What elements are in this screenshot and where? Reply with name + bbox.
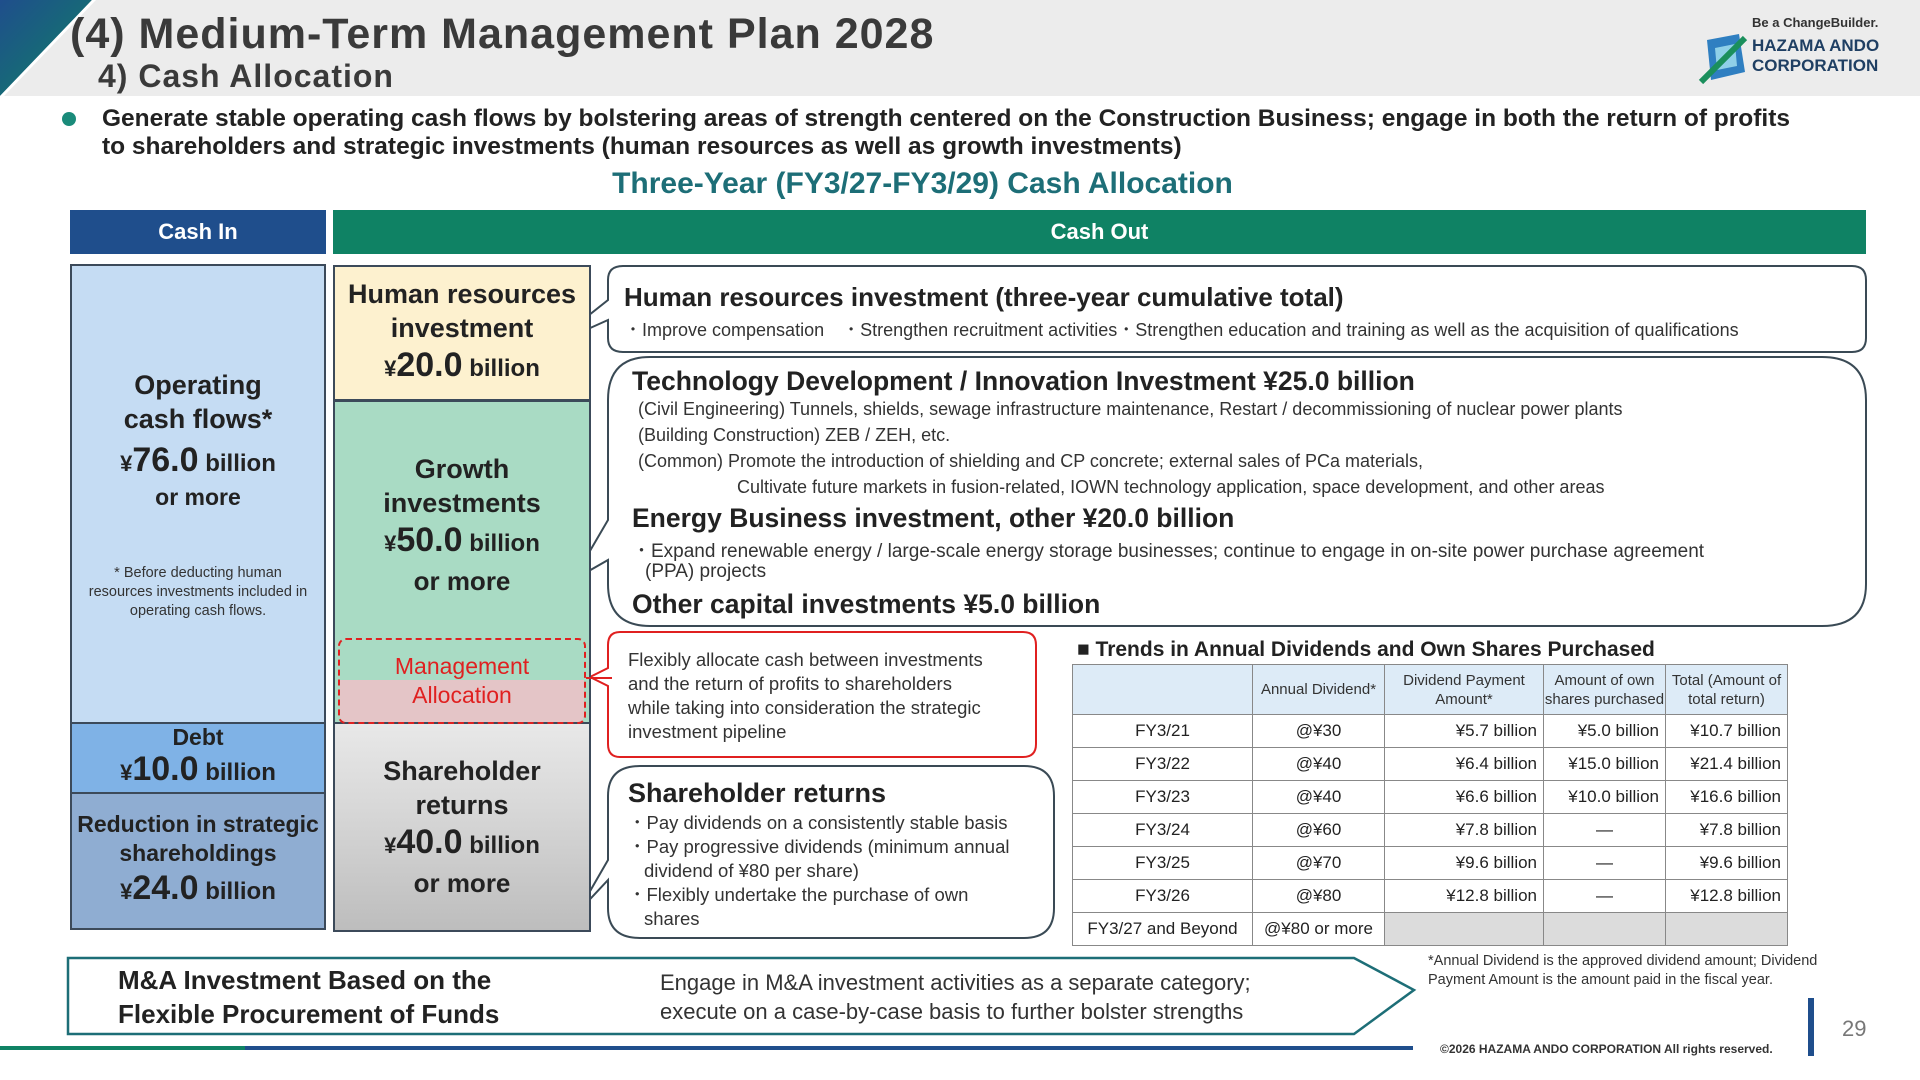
table-cell: ¥6.4 billion bbox=[1385, 748, 1544, 781]
table-cell: ¥7.8 billion bbox=[1666, 814, 1788, 847]
reduction-label-line2: shareholdings bbox=[119, 840, 277, 866]
cash-in-operating-box bbox=[70, 264, 326, 724]
table-row bbox=[1073, 880, 1788, 913]
table-row bbox=[1073, 748, 1788, 781]
cash-in-debt-box bbox=[70, 722, 326, 794]
table-cell: ¥12.8 billion bbox=[1666, 880, 1788, 913]
table-cell: FY3/21 bbox=[1073, 715, 1253, 748]
table-header-cell: Total (Amount of total return) bbox=[1666, 665, 1788, 715]
shareholder-label-line2: returns bbox=[415, 790, 509, 820]
table-row bbox=[1073, 715, 1788, 748]
logo-name-line2: CORPORATION bbox=[1752, 56, 1879, 75]
tech-line-common: (Common) Promote the introduction of shielding and CP concrete; external sales of PCa materials, bbox=[638, 451, 1424, 471]
table-cell: @¥30 bbox=[1253, 715, 1385, 748]
table-cell: @¥80 bbox=[1253, 880, 1385, 913]
operating-amount: ¥76.0 billion bbox=[120, 440, 276, 479]
shareholder-line-3: dividend of ¥80 per share) bbox=[644, 860, 859, 881]
cash-out-shareholder-box bbox=[333, 722, 591, 932]
table-cell: ¥9.6 billion bbox=[1385, 847, 1544, 880]
shareholder-label-line1: Shareholder bbox=[383, 756, 541, 786]
flexible-line-1: Flexibly allocate cash between investments bbox=[628, 649, 983, 670]
page-subtitle: 4) Cash Allocation bbox=[98, 58, 394, 94]
hr-callout-text: ・Improve compensation ・Strengthen recruitment activities・Strengthen education and training as well as the acquisition of qualifications bbox=[624, 320, 1739, 340]
table-cell: @¥40 bbox=[1253, 748, 1385, 781]
table-cell: ¥6.6 billion bbox=[1385, 781, 1544, 814]
cash-in-header: Cash In bbox=[70, 210, 326, 254]
ma-description bbox=[660, 968, 1251, 1026]
debt-amount: ¥10.0 billion bbox=[120, 750, 276, 788]
flexible-line-2: and the return of profits to shareholders bbox=[628, 673, 952, 694]
footer-line-green bbox=[0, 1046, 245, 1050]
section-title: Three-Year (FY3/27-FY3/29) Cash Allocation bbox=[612, 167, 1233, 200]
trends-title: ■ Trends in Annual Dividends and Own Shares Purchased bbox=[1077, 638, 1655, 661]
table-cell: FY3/22 bbox=[1073, 748, 1253, 781]
shareholder-line-1: ・Pay dividends on a consistently stable basis bbox=[628, 812, 1008, 833]
growth-suffix: or more bbox=[413, 566, 511, 596]
table-row bbox=[1073, 913, 1788, 946]
shareholder-line-4: ・Flexibly undertake the purchase of own bbox=[628, 884, 969, 905]
management-connector-line bbox=[586, 677, 612, 679]
table-row bbox=[1073, 814, 1788, 847]
ma-title-line1: M&A Investment Based on the bbox=[118, 965, 492, 995]
table-cell: — bbox=[1544, 880, 1666, 913]
reduction-amount: ¥24.0 billion bbox=[120, 869, 276, 907]
shareholder-amount: ¥40.0 billion bbox=[384, 823, 540, 861]
page-title: (4) Medium-Term Management Plan 2028 bbox=[70, 10, 935, 58]
reduction-label-line1: Reduction in strategic bbox=[77, 811, 319, 837]
table-cell: ¥12.8 billion bbox=[1385, 880, 1544, 913]
table-cell: @¥70 bbox=[1253, 847, 1385, 880]
hr-callout-title: Human resources investment (three-year cumulative total) bbox=[624, 282, 1344, 312]
debt-label: Debt bbox=[172, 724, 224, 750]
flexible-callout-text bbox=[628, 648, 983, 744]
table-cell: FY3/25 bbox=[1073, 847, 1253, 880]
shareholder-callout-list bbox=[628, 811, 1009, 931]
other-capital-title: Other capital investments ¥5.0 billion bbox=[632, 589, 1101, 619]
table-cell: @¥60 bbox=[1253, 814, 1385, 847]
energy-investment-title: Energy Business investment, other ¥20.0 billion bbox=[632, 503, 1235, 533]
energy-line-1: ・Expand renewable energy / large-scale energy storage businesses; continue to engage in on-site power purchase agreement bbox=[632, 541, 1705, 562]
table-cell: ¥15.0 billion bbox=[1544, 748, 1666, 781]
logo-name-line1: HAZAMA ANDO bbox=[1752, 36, 1880, 55]
table-cell: FY3/27 and Beyond bbox=[1073, 913, 1253, 946]
table-cell: ¥16.6 billion bbox=[1666, 781, 1788, 814]
table-header-row bbox=[1073, 665, 1788, 715]
table-cell: FY3/23 bbox=[1073, 781, 1253, 814]
tech-line-future: Cultivate future markets in fusion-related, IOWN technology application, space development, and other areas bbox=[737, 477, 1605, 497]
hr-amount: ¥20.0 billion bbox=[384, 346, 540, 384]
operating-label-line1: Operating bbox=[134, 369, 262, 400]
cash-out-header: Cash Out bbox=[333, 210, 1866, 254]
table-cell: ¥5.7 billion bbox=[1385, 715, 1544, 748]
table-footnote: *Annual Dividend is the approved dividend amount; Dividend Payment Amount is the amount paid in the fiscal year. bbox=[1428, 953, 1818, 988]
page-number: 29 bbox=[1842, 1016, 1867, 1041]
management-allocation-label bbox=[338, 652, 586, 710]
shareholder-callout-title: Shareholder returns bbox=[628, 778, 887, 808]
trends-table bbox=[1072, 664, 1788, 946]
table-cell: FY3/26 bbox=[1073, 880, 1253, 913]
growth-label-line1: Growth bbox=[414, 454, 510, 484]
table-cell: ¥10.0 billion bbox=[1544, 781, 1666, 814]
table-row bbox=[1073, 847, 1788, 880]
table-cell: ¥9.6 billion bbox=[1666, 847, 1788, 880]
table-header-cell: Annual Dividend* bbox=[1253, 665, 1385, 715]
page-number-bar bbox=[1808, 998, 1814, 1056]
management-allocation-line2: Allocation bbox=[412, 682, 512, 708]
table-cell bbox=[1544, 913, 1666, 946]
tech-line-civil: (Civil Engineering) Tunnels, shields, sewage infrastructure maintenance, Restart / decommissioning of nuclear power plants bbox=[638, 399, 1623, 419]
footer-line-blue bbox=[245, 1046, 1413, 1050]
table-cell: @¥80 or more bbox=[1253, 913, 1385, 946]
shareholder-suffix: or more bbox=[413, 868, 511, 898]
cash-out-hr-box bbox=[333, 265, 591, 401]
tech-line-building: (Building Construction) ZEB / ZEH, etc. bbox=[638, 425, 951, 445]
table-cell: — bbox=[1544, 847, 1666, 880]
table-cell: @¥40 bbox=[1253, 781, 1385, 814]
operating-suffix: or more bbox=[155, 483, 241, 510]
table-cell: ¥10.7 billion bbox=[1666, 715, 1788, 748]
table-cell: ¥5.0 billion bbox=[1544, 715, 1666, 748]
shareholder-line-2: ・Pay progressive dividends (minimum annual bbox=[628, 836, 1010, 857]
flexible-line-3: while taking into consideration the strategic bbox=[628, 697, 981, 718]
hr-label-line2: investment bbox=[390, 313, 534, 343]
table-cell: — bbox=[1544, 814, 1666, 847]
ma-title bbox=[118, 963, 499, 1031]
table-cell bbox=[1666, 913, 1788, 946]
table-cell: ¥21.4 billion bbox=[1666, 748, 1788, 781]
operating-footnote: * Before deducting human resources investments included in operating cash flows. bbox=[88, 564, 308, 619]
ma-text-line1: Engage in M&A investment activities as a separate category; bbox=[660, 970, 1251, 995]
growth-amount: ¥50.0 billion bbox=[384, 521, 540, 559]
table-header-cell: Dividend Payment Amount* bbox=[1385, 665, 1544, 715]
management-allocation-line1: Management bbox=[394, 653, 530, 679]
lead-statement: Generate stable operating cash flows by bolstering areas of strength centered on the Construction Business; engage in both the return of profits to shareholders and strategic investments (human resources as well as growth investments) bbox=[102, 105, 1791, 160]
energy-line-2: (PPA) projects bbox=[645, 561, 767, 582]
table-cell bbox=[1385, 913, 1544, 946]
tech-investment-title: Technology Development / Innovation Investment ¥25.0 billion bbox=[632, 366, 1415, 396]
hr-label-line1: Human resources bbox=[347, 279, 577, 309]
table-row bbox=[1073, 781, 1788, 814]
table-header-cell: Amount of own shares purchased bbox=[1544, 665, 1666, 715]
ma-title-line2: Flexible Procurement of Funds bbox=[118, 999, 500, 1029]
operating-label-line2: cash flows* bbox=[123, 403, 273, 434]
logo-tagline: Be a ChangeBuilder. bbox=[1752, 15, 1879, 30]
shareholder-line-5: shares bbox=[644, 908, 700, 929]
growth-label-line2: investments bbox=[383, 488, 541, 518]
cash-in-reduction-box bbox=[70, 792, 326, 930]
copyright: ©2026 HAZAMA ANDO CORPORATION All rights reserved. bbox=[1440, 1042, 1773, 1056]
ma-text-line2: execute on a case-by-case basis to further bolster strengths bbox=[660, 999, 1244, 1024]
flexible-line-4: investment pipeline bbox=[628, 721, 787, 742]
table-cell: FY3/24 bbox=[1073, 814, 1253, 847]
table-header-cell bbox=[1073, 665, 1253, 715]
table-cell: ¥7.8 billion bbox=[1385, 814, 1544, 847]
